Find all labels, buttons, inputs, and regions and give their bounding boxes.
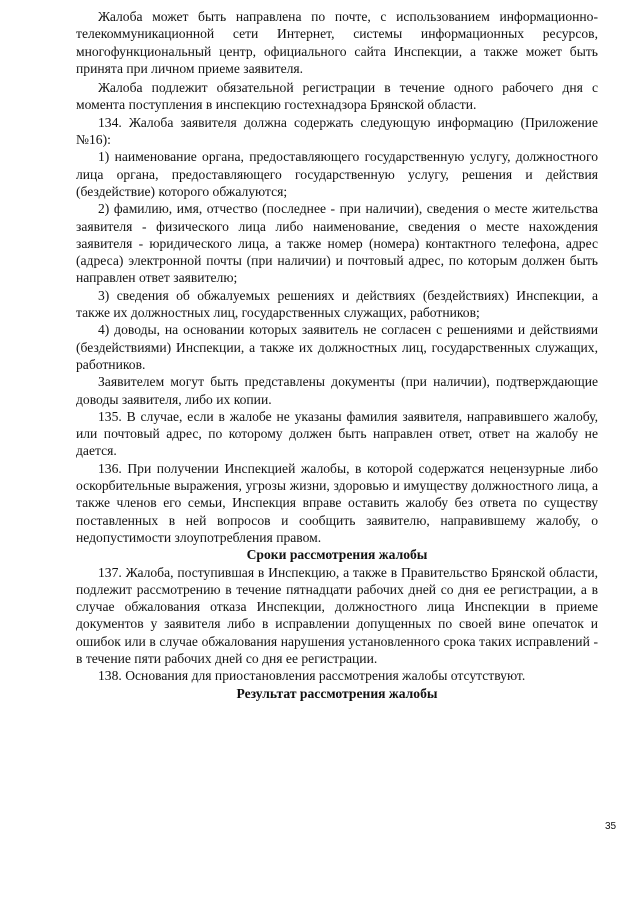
- paragraph-supporting-documents: Заявителем могут быть представлены документы (при наличии), подтверждающие доводы заявителя, либо их копии.: [76, 374, 598, 407]
- section-heading-review-result: Результат рассмотрения жалобы: [236, 685, 438, 701]
- list-item-134-3: 3) сведения об обжалуемых решениях и действиях (бездействиях) Инспекции, а также их должностных лиц, государственных служащих, работников;: [76, 287, 598, 321]
- paragraph-registration: Жалоба подлежит обязательной регистрации в течение одного рабочего дня с момента поступления в инспекцию гостехнадзора Брянской области.: [76, 80, 598, 113]
- document-body: [76, 8, 598, 702]
- list-item-134-4: 4) доводы, на основании которых заявитель не согласен с решениями и действиями (бездействиями) Инспекции, а также их должностных лиц, государственных служащих, работников.: [76, 322, 598, 372]
- paragraph-135: 135. В случае, если в жалобе не указаны фамилия заявителя, направившего жалобу, или почтовый адрес, по которому должен быть направлен ответ, ответ на жалобу не дается.: [76, 408, 598, 459]
- paragraph-complaint-channels: Жалоба может быть направлена по почте, с использованием информационно-телекоммуникационной сети Интернет, системы информационных ресурсов, многофункциональный центр, официального сайта Инспекции, а также может быть принята при личном приеме заявителя.: [76, 9, 598, 76]
- list-item-134-2: 2) фамилию, имя, отчество (последнее - при наличии), сведения о месте жительства заявителя - физического лица либо наименование, сведения о месте нахождения заявителя - юридического лица, а также номер (номера) контактного телефона, адрес (адреса) электронной почты (при наличии) и почтовый адрес, по которым должен быть направлен ответ заявителю;: [76, 201, 598, 286]
- page-number: 35: [605, 821, 617, 832]
- list-item-134-1: 1) наименование органа, предоставляющего государственную услугу, должностного лица органа, предоставляющего государственную услугу, решения и действия (бездействие) которого обжалуются;: [76, 149, 598, 199]
- paragraph-138: 138. Основания для приостановления рассмотрения жалобы отсутствуют.: [98, 668, 526, 684]
- paragraph-134: 134. Жалоба заявителя должна содержать следующую информацию (Приложение №16):: [76, 114, 598, 148]
- section-heading-review-terms: Сроки рассмотрения жалобы: [246, 547, 428, 563]
- paragraph-136: 136. При получении Инспекцией жалобы, в которой содержатся нецензурные либо оскорбительные выражения, угрозы жизни, здоровью и имуществу должностного лица, а также членов его семьи, Инспекция вправе оставить жалобу без ответа по существу поставленных в ней вопросов и сообщить заявителю, направившему жалобу, о недопустимости злоупотребления правом.: [76, 460, 598, 545]
- paragraph-137: 137. Жалоба, поступившая в Инспекцию, а также в Правительство Брянской области, подлежит рассмотрению в течение пятнадцати рабочих дней со дня ее регистрации, а в случае обжалования отказа Инспекции, должностного лица Инспекции в приеме документов у заявителя либо в исправлении допущенных по своей вине опечаток и ошибок или в случае обжалования нарушения установленного срока таких исправлений - в течение пяти рабочих дней со дня ее регистрации.: [76, 564, 598, 666]
